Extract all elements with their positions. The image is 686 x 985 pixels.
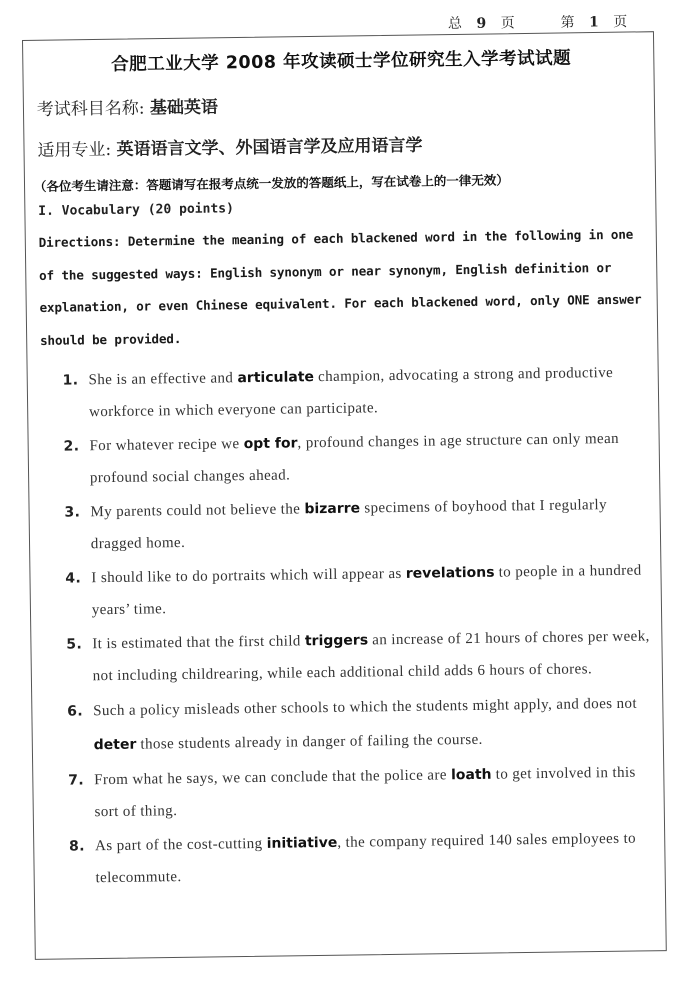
major-label: 适用专业: <box>37 139 112 161</box>
question-item <box>47 822 658 895</box>
question-number: 7. <box>68 772 85 789</box>
question-text-after: , profound changes in age structure can only mean profound social changes ahead. <box>89 430 620 487</box>
question-text-before: She is an effective and <box>88 370 238 389</box>
question-item <box>41 422 652 495</box>
question-item <box>42 488 653 561</box>
question-number: 6. <box>67 703 84 720</box>
total-suffix: 页 <box>500 15 516 32</box>
question-list <box>40 356 657 894</box>
directions-text: Directions: Determine the meaning of each blackened word in the following in one of the suggested ways: English synonym or near synonym, English definition or explanation, or even Chinese equivalent. For each blackened word, only ONE answer should be provided. <box>38 226 642 348</box>
question-text-before: My parents could not believe the <box>90 501 305 521</box>
blackened-word: opt for <box>243 435 298 453</box>
question-text-after: to people in a hundred years’ time. <box>91 562 642 619</box>
question-item <box>40 356 651 429</box>
total-prefix: 总 <box>447 15 464 32</box>
question-number: 8. <box>68 838 86 855</box>
page-suffix: 页 <box>613 14 629 31</box>
question-number: 5. <box>66 636 83 653</box>
blackened-word: initiative <box>266 834 338 852</box>
blackened-word: triggers <box>304 632 369 650</box>
current-page: 1 <box>588 14 600 31</box>
question-text-after: champion, advocating a strong and productive workforce in which everyone can participate. <box>88 364 614 421</box>
page-prefix: 第 <box>560 14 576 31</box>
question-item <box>44 620 655 693</box>
question-number: 2. <box>63 438 80 455</box>
subject-line <box>37 86 647 120</box>
blackened-word: articulate <box>237 369 315 387</box>
question-number: 1. <box>62 372 79 389</box>
blackened-word: loath <box>450 766 492 784</box>
question-number: 4. <box>65 570 82 587</box>
blackened-word: bizarre <box>304 500 361 518</box>
major-value: 英语语言文学、外国语言学及应用语言学 <box>116 135 423 160</box>
question-text-before: As part of the cost-cutting <box>94 835 267 855</box>
question-text-after: those students already in danger of failing the course. <box>136 731 483 753</box>
exam-content <box>33 43 658 896</box>
question-text-before: It is estimated that the first child <box>92 633 306 653</box>
question-text-after: , the company required 140 sales employees to telecommute. <box>95 830 637 887</box>
exam-notice: （各位考生请注意：答题请写在报考点统一发放的答题纸上，写在试卷上的一律无效） <box>33 172 509 195</box>
blackened-word: deter <box>93 736 137 754</box>
question-text-after: an increase of 21 hours of chores per week, not including childrearing, while each additional child adds 6 hours of chores. <box>92 628 650 685</box>
question-text-after: specimens of boyhood that I regularly dragged home. <box>90 497 608 553</box>
question-item <box>45 686 656 763</box>
question-item <box>43 554 654 627</box>
total-pages: 9 <box>476 15 488 32</box>
blackened-word: revelations <box>405 564 495 582</box>
subject-value: 基础英语 <box>149 97 219 119</box>
question-text-before: For whatever recipe we <box>89 436 244 455</box>
question-item <box>46 756 657 829</box>
question-text-before: Such a policy misleads other schools to which the students might apply, and does not <box>93 695 638 720</box>
major-line <box>37 127 647 161</box>
exam-title: 合肥工业大学 2008 年攻读硕士学位研究生入学考试试题 <box>111 48 572 75</box>
question-text-before: From what he says, we can conclude that the police are <box>94 767 452 789</box>
question-number: 3. <box>64 504 81 521</box>
subject-label: 考试科目名称: <box>36 98 145 120</box>
section-heading: I. Vocabulary (20 points) <box>38 201 234 219</box>
page-number-header <box>448 11 638 33</box>
question-text-after: to get involved in this sort of thing. <box>94 764 636 821</box>
question-text-before: I should like to do portraits which will appear as <box>91 565 406 587</box>
